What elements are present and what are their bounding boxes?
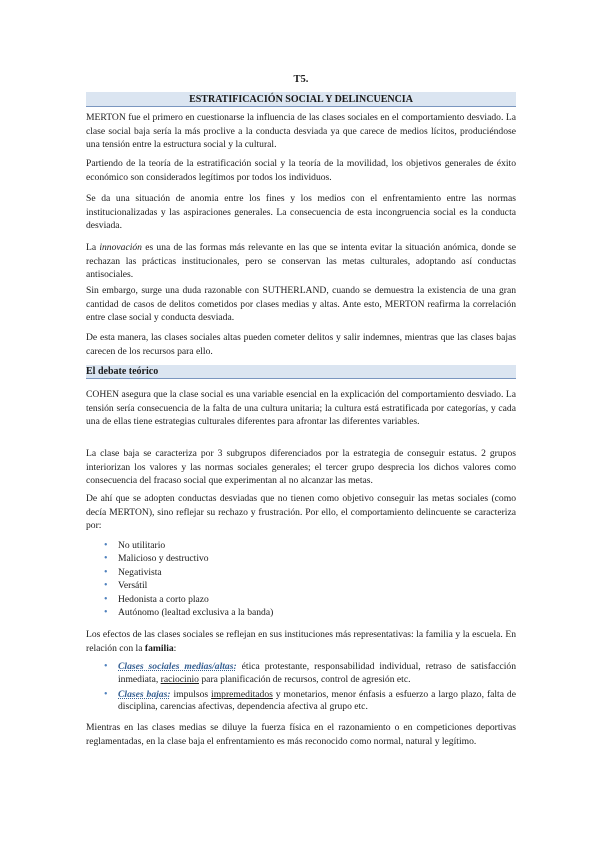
- innovacion-term: innovación: [99, 242, 142, 253]
- section-title: ESTRATIFICACIÓN SOCIAL Y DELINCUENCIA: [86, 92, 516, 107]
- paragraph-conductas: De ahí que se adopten conductas desviadas que no tienen como objetivo conseguir las metas sociales (como decía MERTON), sino reflejar su rechazo y frustración. Por ello, el comportamiento delincuente se caracteriza por:: [86, 493, 516, 531]
- paragraph-fuerza-fisica: Mientras en las clases medias se diluye la fuerza física en el razonamiento o en competiciones deportivas reglamentadas, en la clase baja el enfrentamiento es más reconocido como normal, natural y legítimo.: [86, 722, 516, 747]
- label-bajas: Clases bajas:: [118, 688, 171, 700]
- list-item: • Autónomo (lealtad exclusiva a la banda): [104, 607, 274, 619]
- bullet-dot-icon: •: [104, 553, 108, 565]
- paragraph-estratificacion: Partiendo de la teoría de la estratificación social y la teoría de la movilidad, los objetivos generales de éxito económico son considerados legítimos por todos los individuos.: [86, 158, 516, 183]
- bullet-dot-icon: •: [104, 566, 108, 578]
- bullet-dot-icon: •: [104, 661, 108, 672]
- paragraph-merton: MERTON fue el primero en cuestionarse la influencia de las clases sociales en el comportamiento desviado. La clase social baja sería la más proclive a la conducta desviada ya que carece de medios lícitos, produciéndose una tensión entre la estructura social y la cultural.: [86, 112, 516, 150]
- bullet-dot-icon: •: [104, 580, 108, 592]
- bullet-dot-icon: •: [104, 593, 108, 605]
- paragraph-clases-altas: De esta manera, las clases sociales altas pueden cometer delitos y salir indemnes, mientras que las clases bajas carecen de los recursos para ello.: [86, 332, 516, 357]
- subsection-title: El debate teórico: [86, 365, 516, 379]
- bullet-dot-icon: •: [104, 688, 108, 700]
- paragraph-innovacion: La innovación es una de las formas más relevante en las que se intenta evitar la situación anómica, donde se rechazan las prácticas institucionales, pero se conservan las metas culturales, adoptando así conductas antisociales.: [86, 242, 516, 280]
- traits-list: [86, 539, 516, 619]
- list-item: • Clases bajas: impulsos impremeditados y monetarios, menor énfasis a esfuerzo a largo plazo, falta de disciplina, carencias afectivas, dependencia afectiva al grupo etc.: [104, 688, 516, 713]
- list-item: • Clases sociales medias/altas: ética protestante, responsabilidad individual, retraso de satisfacción inmediata, raciocinio para planificación de recursos, control de agresión etc.: [104, 661, 516, 685]
- paragraph-clase-baja: La clase baja se caracteriza por 3 subgrupos diferenciados por la estrategia de conseguir estatus. 2 grupos interiorizan los valores y las normas sociales generales; el tercer grupo desprecia los dichos valores como consecuencia del fracaso social que experimentan al no alcanzar las metas.: [86, 448, 516, 486]
- list-item: • Malicioso y destructivo: [104, 553, 209, 565]
- bullet-dot-icon: •: [104, 607, 108, 619]
- topic-heading: T5.: [293, 74, 309, 85]
- family-list: [86, 661, 516, 716]
- paragraph-sutherland: Sin embargo, surge una duda razonable con SUTHERLAND, cuando se demuestra la existencia de una gran cantidad de casos de delitos cometidos por clases medias y altas. Ante esto, MERTON reafirma la correlación entre clase social y conducta desviada.: [86, 285, 516, 323]
- list-item: • Versátil: [104, 580, 148, 592]
- bullet-dot-icon: •: [104, 540, 108, 551]
- paragraph-anomia: Se da una situación de anomia entre los fines y los medios con el enfrentamiento entre las normas institucionalizadas y las aspiraciones generales. La consecuencia de esta incongruencia social es la conducta desviada.: [86, 193, 516, 231]
- list-item: • No utilitario: [104, 540, 166, 551]
- list-item: • Hedonista a corto plazo: [104, 593, 209, 605]
- paragraph-cohen: COHEN asegura que la clase social es una variable esencial en la explicación del comportamiento desviado. La tensión sería consecuencia de la falta de una cultura unitaria; la cultura está estratificada por categorías, y cada una de ellas tiene estrategias culturales diferentes para afrontar las diferentes variables.: [86, 389, 516, 427]
- familia-term: familia: [144, 642, 174, 654]
- list-item: • Negativista: [104, 566, 162, 578]
- paragraph-efectos: Los efectos de las clases sociales se reflejan en sus instituciones más representativas: la familia y la escuela. En relación con la familia:: [86, 629, 516, 654]
- label-medias-altas: Clases sociales medias/altas:: [118, 661, 237, 672]
